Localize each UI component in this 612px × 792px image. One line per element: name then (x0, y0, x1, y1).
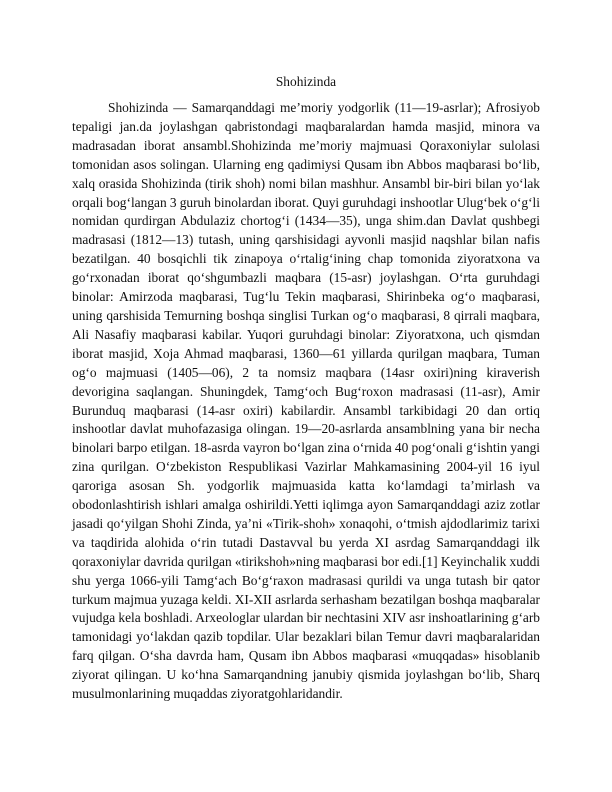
document-title: Shohizinda (275, 74, 337, 89)
body-paragraph: Shohizinda — Samarqanddagi me’moriy yodgorlik (11—19-asrlar); Afrosiyob tepaligi jan.da joylashgan qabristondagi maqbaralardan hamda masjid, minora va madrasadan iborat ansambl.Shohizinda me’moriy majmuasi Qoraxoniylar sulolasi tomonidan asos solingan. Ularning eng qadimiysi Qusam ibn Abbos maqbarasi bo‘lib, xalq orasida Shohizinda (tirik shoh) nomi bilan mashhur. Ansambl bir-biri bilan yo‘lak orqali bog‘langan 3 guruh binolardan iborat. Quyi guruhdagi inshootlar Ulug‘bek o‘g‘li nomidan qurdirgan Abdulaziz chortog‘i (1434—35), unga shim.dan Davlat qushbegi madrasasi (1812—13) tutash, uning qarshisidagi ayvonli masjid naqshlar bilan nafis bezatilgan. 40 bosqichli tik zinapoya o‘rtalig‘ining chap tomonida ziyoratxona va go‘rxonadan iborat qo‘shgumbazli maqbara (15-asr) joylashgan. O‘rta guruhdagi binolar: Amirzoda maqbarasi, Tug‘lu Tekin maqbarasi, Shirinbeka og‘o maqbarasi, uning qarshisida Temurning boshqa singlisi Turkan og‘o maqbarasi, 8 qirrali maqbara, Ali Nasafiy maqbarasi kabilar. Yuqori guruhdagi binolar: Ziyoratxona, uch qismdan iborat masjid, Xoja Ahmad maqbarasi, 1360—61 yillarda qurilgan maqbara, Tuman og‘o majmuasi (1405—06), 2 ta nomsiz maqbara (14asr oxiri)ning kiraverish devorigina saqlangan. Shuningdek, Tamg‘och Bug‘roxon madrasasi (11-asr), Amir Burunduq maqbarasi (14-asr oxiri) kabilardir. Ansambl tarkibidagi 20 dan ortiq inshootlar davlat muhofazasiga olingan. 19—20-asrlarda ansamblning yana bir necha binolari barpo etilgan. 18-asrda vayron bo‘lgan zina o‘rnida 40 pog‘onali g‘ishtin yangi zina qurilgan. O‘zbekiston Respublikasi Vazirlar Mahkamasining 2004-yil 16 iyul qaroriga asosan Sh. yodgorlik majmuasida katta ko‘lamdagi ta’mirlash va obodonlashtirish ishlari amalga oshirildi.Yetti iqlimga ayon Samarqanddagi aziz zotlar jasadi qo‘yilgan Shohi Zinda, ya’ni «Tirik-shoh» xonaqohi, o‘tmish ajdodlarimiz tarixi va taqdirida alohida o‘rin tutadi Dastavval bu yerda XI asrdag Samarqanddagi ilk qoraxoniylar davrida qurilgan «tirikshoh»ning maqbarasi bor edi.[1] Keyinchalik xuddi shu yerga 1066-yili Tamg‘ach Bo‘g‘raxon madrasasi qurildi va unga tutash bir qator turkum majmua yuzaga keldi. XI-XII asrlarda serhasham bezatilgan boshqa maqbaralar vujudga kela boshladi. Arxeologlar ulardan bir nechtasini XIV asr inshoatlarining g‘arb tamonidagi yo‘lakdan qazib topdilar. Ular bezaklari bilan Temur davri maqbaralaridan farq qilgan. O‘sha davrda ham, Qusam ibn Abbos maqbarasi «muqqadas» hisoblanib ziyorat qilingan. U ko‘hna Samarqandning janubiy qismida joylashgan bo‘lib, Sharq musulmonlarining muqaddas ziyoratgohlaridandir. (72, 100, 540, 702)
